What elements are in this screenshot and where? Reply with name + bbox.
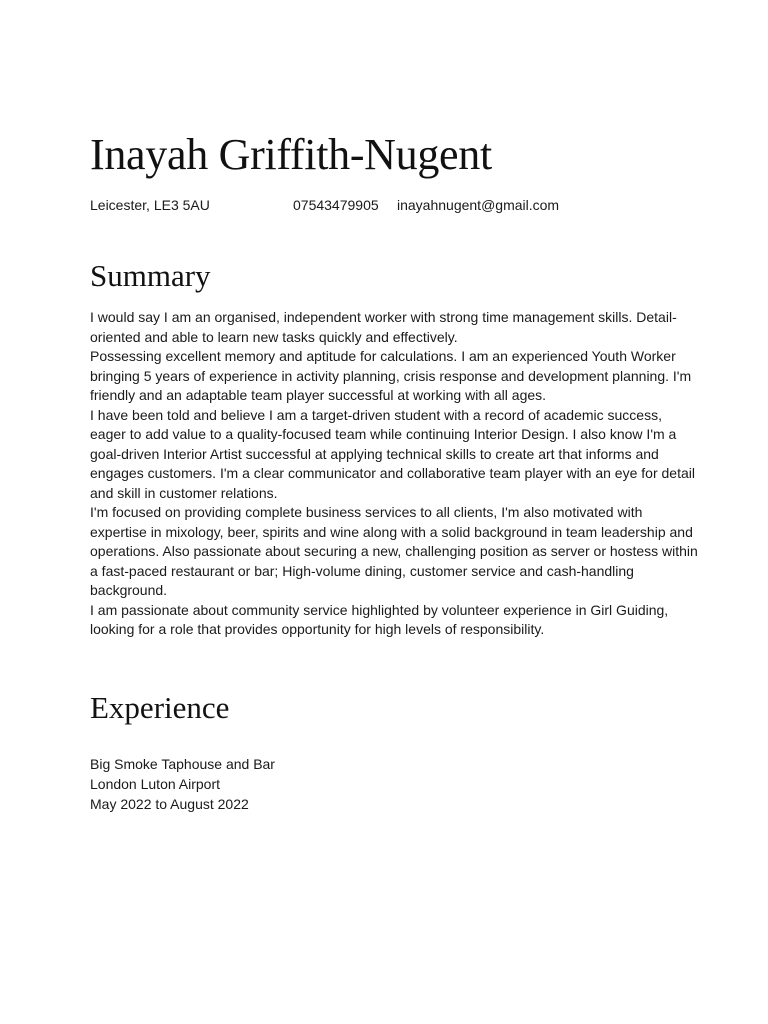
experience-location: London Luton Airport — [90, 775, 220, 792]
summary-heading: Summary — [90, 258, 211, 293]
contact-location: Leicester, LE3 5AU — [90, 197, 210, 213]
summary-paragraph: I would say I am an organised, independent worker with strong time management skills. Detail-oriented and able to learn new tasks quickly and effectively. — [90, 309, 677, 345]
summary-paragraph: Possessing excellent memory and aptitude for calculations. I am an experienced Youth Worker bringing 5 years of experience in activity planning, crisis response and development planning. I'm friendly and an adaptable team player successful at working with all ages. — [90, 348, 692, 403]
summary-paragraph: I am passionate about community service highlighted by volunteer experience in Girl Guiding, looking for a role that provides opportunity for high levels of responsibility. — [90, 601, 669, 637]
contact-email: inayahnugent@gmail.com — [397, 197, 560, 213]
contact-phone: 07543479905 — [293, 197, 379, 213]
resume-page — [90, 128, 700, 814]
experience-dates: May 2022 to August 2022 — [90, 795, 249, 812]
experience-entry — [90, 754, 700, 814]
experience-employer: Big Smoke Taphouse and Bar — [90, 755, 275, 772]
summary-paragraph: I'm focused on providing complete business services to all clients, I'm also motivated with expertise in mixology, beer, spirits and wine along with a solid background in team leadership and operations. Also passionate about securing a new, challenging position as server or hostess within a fast-paced restaurant or bar; High-volume dining, customer service and cash-handling background. — [90, 504, 698, 598]
summary-body — [90, 308, 700, 640]
contact-line — [90, 196, 700, 214]
summary-paragraph: I have been told and believe I am a target-driven student with a record of academic success, eager to add value to a quality-focused team while continuing Interior Design. I also know I'm a goal-driven Interior Artist successful at applying technical skills to create art that informs and engages customers. I'm a clear communicator and collaborative team player with an eye for detail and skill in customer relations. — [90, 406, 695, 501]
candidate-name: Inayah Griffith-Nugent — [90, 130, 492, 179]
experience-heading: Experience — [90, 689, 230, 725]
